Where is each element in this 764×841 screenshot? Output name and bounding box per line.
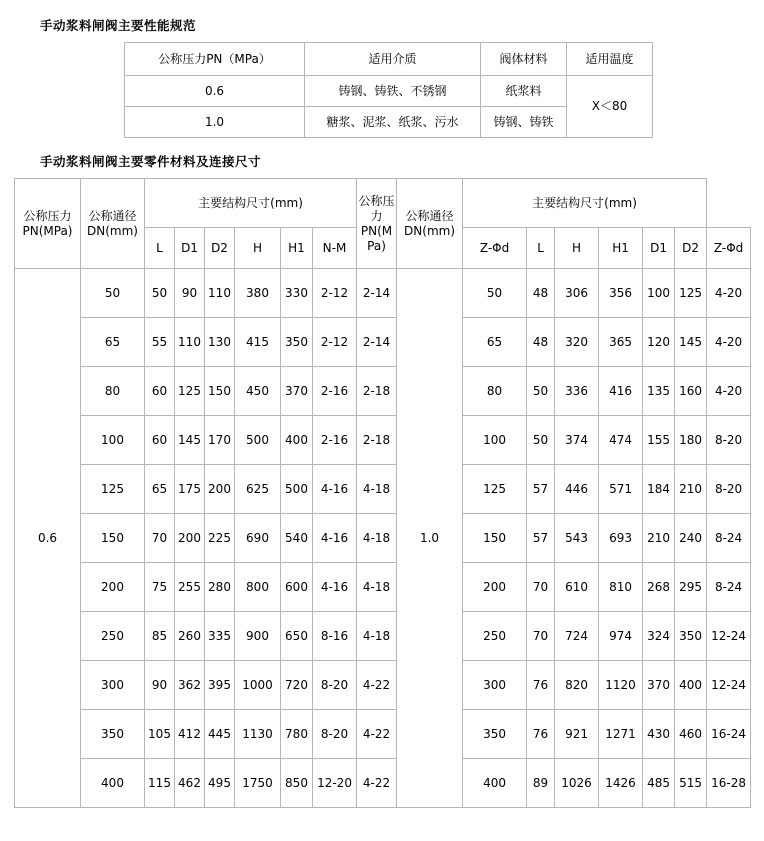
cell-body-material: 铸钢、铸铁 — [481, 107, 567, 138]
table-row — [15, 465, 751, 514]
cell-right-Zd: 16-24 — [707, 710, 751, 759]
cell-left-dn: 125 — [81, 465, 145, 514]
cell-medium: 糖浆、泥浆、纸浆、污水 — [305, 107, 481, 138]
cell-left-H1: 540 — [281, 514, 313, 563]
cell-right-dn: 200 — [463, 563, 527, 612]
cell-right-L: 50 — [527, 367, 555, 416]
cell-left-Zd: 2-14 — [357, 318, 397, 367]
cell-left-dn: 65 — [81, 318, 145, 367]
cell-left-H: 1000 — [235, 661, 281, 710]
header-right-pn: 公称压力PN(MPa) — [357, 179, 397, 269]
cell-temperature: X＜80 — [567, 76, 653, 138]
cell-right-Zd: 12-24 — [707, 612, 751, 661]
cell-left-H: 800 — [235, 563, 281, 612]
cell-right-dn: 300 — [463, 661, 527, 710]
cell-right-dn: 80 — [463, 367, 527, 416]
header-right-group: 主要结构尺寸(mm) — [463, 179, 707, 228]
cell-left-pn: 0.6 — [15, 269, 81, 808]
cell-right-D2: 145 — [675, 318, 707, 367]
cell-right-D1: 268 — [643, 563, 675, 612]
header-right-D2: D2 — [675, 228, 707, 269]
cell-right-L: 48 — [527, 269, 555, 318]
cell-right-dn: 250 — [463, 612, 527, 661]
header-left-group: 主要结构尺寸(mm) — [145, 179, 357, 228]
cell-right-L: 48 — [527, 318, 555, 367]
cell-right-D1: 485 — [643, 759, 675, 808]
cell-left-dn: 150 — [81, 514, 145, 563]
cell-left-D1: 260 — [175, 612, 205, 661]
header-left-H: H — [235, 228, 281, 269]
cell-right-H: 543 — [555, 514, 599, 563]
cell-left-dn: 200 — [81, 563, 145, 612]
cell-left-NM: 12-20 — [313, 759, 357, 808]
cell-right-D2: 240 — [675, 514, 707, 563]
cell-right-D2: 295 — [675, 563, 707, 612]
table-row — [15, 269, 751, 318]
cell-left-Zd: 4-18 — [357, 465, 397, 514]
cell-left-NM: 2-12 — [313, 318, 357, 367]
cell-left-dn: 50 — [81, 269, 145, 318]
cell-right-D2: 210 — [675, 465, 707, 514]
header-left-Zd: Z-Φd — [463, 228, 527, 269]
cell-left-D2: 170 — [205, 416, 235, 465]
dimension-table — [14, 178, 751, 808]
cell-left-dn: 80 — [81, 367, 145, 416]
cell-right-D2: 400 — [675, 661, 707, 710]
cell-left-Zd: 2-18 — [357, 367, 397, 416]
cell-left-H: 450 — [235, 367, 281, 416]
cell-left-L: 65 — [145, 465, 175, 514]
cell-right-L: 76 — [527, 661, 555, 710]
spec-table-heading: 手动浆料闸阀主要性能规范 — [40, 18, 197, 33]
table-row — [15, 318, 751, 367]
cell-right-L: 76 — [527, 710, 555, 759]
cell-right-H1: 974 — [599, 612, 643, 661]
cell-left-H1: 350 — [281, 318, 313, 367]
cell-body-material: 纸浆料 — [481, 76, 567, 107]
table-row — [15, 710, 751, 759]
cell-left-H: 900 — [235, 612, 281, 661]
header-left-pn: 公称压力PN(MPa) — [15, 179, 81, 269]
cell-left-NM: 8-20 — [313, 661, 357, 710]
header-left-dn: 公称通径DN(mm) — [81, 179, 145, 269]
table-row — [15, 661, 751, 710]
cell-left-H1: 650 — [281, 612, 313, 661]
cell-right-D1: 184 — [643, 465, 675, 514]
cell-right-H1: 416 — [599, 367, 643, 416]
cell-pn: 0.6 — [125, 76, 305, 107]
cell-left-L: 90 — [145, 661, 175, 710]
cell-left-H1: 780 — [281, 710, 313, 759]
cell-right-H1: 693 — [599, 514, 643, 563]
cell-left-dn: 350 — [81, 710, 145, 759]
cell-right-D2: 180 — [675, 416, 707, 465]
cell-left-Zd: 4-18 — [357, 563, 397, 612]
cell-left-L: 55 — [145, 318, 175, 367]
header-left-L: L — [145, 228, 175, 269]
cell-right-Zd: 4-20 — [707, 318, 751, 367]
table-row — [15, 514, 751, 563]
cell-left-dn: 100 — [81, 416, 145, 465]
cell-right-D1: 155 — [643, 416, 675, 465]
cell-right-H: 1026 — [555, 759, 599, 808]
cell-right-D1: 100 — [643, 269, 675, 318]
cell-left-NM: 8-20 — [313, 710, 357, 759]
table-row — [15, 612, 751, 661]
cell-left-D1: 125 — [175, 367, 205, 416]
cell-left-dn: 300 — [81, 661, 145, 710]
cell-left-D2: 280 — [205, 563, 235, 612]
cell-left-D2: 110 — [205, 269, 235, 318]
table-row — [125, 76, 653, 107]
header-right-L: L — [527, 228, 555, 269]
cell-right-L: 70 — [527, 563, 555, 612]
cell-left-Zd: 2-14 — [357, 269, 397, 318]
cell-right-D2: 460 — [675, 710, 707, 759]
header-medium: 适用介质 — [305, 43, 481, 76]
cell-left-H: 500 — [235, 416, 281, 465]
cell-right-Zd: 16-28 — [707, 759, 751, 808]
cell-left-H1: 720 — [281, 661, 313, 710]
header-right-H1: H1 — [599, 228, 643, 269]
cell-right-D2: 125 — [675, 269, 707, 318]
cell-right-L: 50 — [527, 416, 555, 465]
header-right-dn: 公称通径DN(mm) — [397, 179, 463, 269]
header-nominal-pressure: 公称压力PN（MPa） — [125, 43, 305, 76]
cell-right-H1: 571 — [599, 465, 643, 514]
cell-left-D1: 145 — [175, 416, 205, 465]
cell-right-Zd: 8-24 — [707, 514, 751, 563]
cell-left-H1: 330 — [281, 269, 313, 318]
cell-right-Zd: 8-20 — [707, 416, 751, 465]
cell-right-dn: 150 — [463, 514, 527, 563]
cell-right-L: 57 — [527, 514, 555, 563]
cell-right-Zd: 8-24 — [707, 563, 751, 612]
cell-right-Zd: 4-20 — [707, 367, 751, 416]
cell-left-D1: 175 — [175, 465, 205, 514]
cell-left-D1: 110 — [175, 318, 205, 367]
header-right-D1: D1 — [643, 228, 675, 269]
header-right-H: H — [555, 228, 599, 269]
cell-right-H1: 1271 — [599, 710, 643, 759]
cell-right-dn: 400 — [463, 759, 527, 808]
cell-left-NM: 8-16 — [313, 612, 357, 661]
cell-left-D2: 395 — [205, 661, 235, 710]
cell-left-L: 75 — [145, 563, 175, 612]
header-left-H1: H1 — [281, 228, 313, 269]
cell-left-H: 690 — [235, 514, 281, 563]
cell-right-D2: 350 — [675, 612, 707, 661]
cell-left-L: 115 — [145, 759, 175, 808]
cell-left-NM: 4-16 — [313, 514, 357, 563]
cell-right-H1: 810 — [599, 563, 643, 612]
cell-right-H: 320 — [555, 318, 599, 367]
cell-left-L: 85 — [145, 612, 175, 661]
cell-left-D2: 445 — [205, 710, 235, 759]
cell-right-H: 724 — [555, 612, 599, 661]
cell-right-dn: 100 — [463, 416, 527, 465]
cell-right-pn: 1.0 — [397, 269, 463, 808]
cell-right-H: 921 — [555, 710, 599, 759]
cell-left-L: 60 — [145, 416, 175, 465]
header-left-D1: D1 — [175, 228, 205, 269]
table-header-row-top — [15, 179, 751, 228]
cell-left-D1: 90 — [175, 269, 205, 318]
cell-right-D1: 120 — [643, 318, 675, 367]
cell-left-D2: 130 — [205, 318, 235, 367]
cell-right-L: 57 — [527, 465, 555, 514]
cell-right-D1: 370 — [643, 661, 675, 710]
cell-right-L: 89 — [527, 759, 555, 808]
table-row — [15, 416, 751, 465]
cell-right-H1: 1426 — [599, 759, 643, 808]
table-row — [15, 367, 751, 416]
cell-left-D2: 495 — [205, 759, 235, 808]
cell-left-NM: 2-16 — [313, 416, 357, 465]
cell-right-L: 70 — [527, 612, 555, 661]
cell-left-Zd: 4-22 — [357, 661, 397, 710]
cell-right-D1: 135 — [643, 367, 675, 416]
cell-right-H: 336 — [555, 367, 599, 416]
cell-right-H1: 356 — [599, 269, 643, 318]
cell-right-D1: 430 — [643, 710, 675, 759]
cell-left-dn: 400 — [81, 759, 145, 808]
cell-left-D1: 462 — [175, 759, 205, 808]
cell-left-D2: 225 — [205, 514, 235, 563]
cell-left-L: 105 — [145, 710, 175, 759]
header-left-NM: N-M — [313, 228, 357, 269]
cell-left-H1: 600 — [281, 563, 313, 612]
cell-right-H: 374 — [555, 416, 599, 465]
header-temperature: 适用温度 — [567, 43, 653, 76]
cell-right-Zd: 8-20 — [707, 465, 751, 514]
cell-left-D2: 150 — [205, 367, 235, 416]
cell-left-H1: 850 — [281, 759, 313, 808]
cell-right-H1: 365 — [599, 318, 643, 367]
cell-left-H: 415 — [235, 318, 281, 367]
cell-left-D1: 412 — [175, 710, 205, 759]
cell-left-Zd: 2-18 — [357, 416, 397, 465]
cell-pn: 1.0 — [125, 107, 305, 138]
cell-left-H: 380 — [235, 269, 281, 318]
cell-left-Zd: 4-18 — [357, 514, 397, 563]
cell-right-dn: 125 — [463, 465, 527, 514]
cell-right-dn: 350 — [463, 710, 527, 759]
cell-left-H1: 500 — [281, 465, 313, 514]
cell-left-NM: 2-16 — [313, 367, 357, 416]
cell-left-Zd: 4-22 — [357, 710, 397, 759]
cell-left-L: 50 — [145, 269, 175, 318]
cell-right-Zd: 4-20 — [707, 269, 751, 318]
cell-right-H1: 1120 — [599, 661, 643, 710]
dim-table-heading: 手动浆料闸阀主要零件材料及连接尺寸 — [40, 154, 262, 169]
header-left-D2: D2 — [205, 228, 235, 269]
cell-left-H1: 370 — [281, 367, 313, 416]
cell-right-D2: 515 — [675, 759, 707, 808]
cell-left-D1: 200 — [175, 514, 205, 563]
table-header-row — [125, 43, 653, 76]
cell-left-D1: 255 — [175, 563, 205, 612]
cell-right-dn: 50 — [463, 269, 527, 318]
cell-right-D1: 210 — [643, 514, 675, 563]
cell-right-D2: 160 — [675, 367, 707, 416]
cell-left-D1: 362 — [175, 661, 205, 710]
cell-right-H: 306 — [555, 269, 599, 318]
cell-left-D2: 200 — [205, 465, 235, 514]
cell-right-dn: 65 — [463, 318, 527, 367]
table-row — [15, 563, 751, 612]
header-right-Zd: Z-Φd — [707, 228, 751, 269]
cell-left-Zd: 4-18 — [357, 612, 397, 661]
cell-left-H1: 400 — [281, 416, 313, 465]
cell-left-NM: 4-16 — [313, 465, 357, 514]
cell-right-H: 446 — [555, 465, 599, 514]
cell-left-D2: 335 — [205, 612, 235, 661]
performance-spec-table — [124, 42, 653, 138]
cell-left-H: 1130 — [235, 710, 281, 759]
cell-right-Zd: 12-24 — [707, 661, 751, 710]
cell-right-H1: 474 — [599, 416, 643, 465]
cell-left-NM: 2-12 — [313, 269, 357, 318]
cell-left-dn: 250 — [81, 612, 145, 661]
cell-medium: 铸钢、铸铁、不锈钢 — [305, 76, 481, 107]
cell-left-H: 625 — [235, 465, 281, 514]
cell-right-H: 610 — [555, 563, 599, 612]
cell-left-L: 70 — [145, 514, 175, 563]
cell-left-L: 60 — [145, 367, 175, 416]
table-row — [15, 759, 751, 808]
cell-right-D1: 324 — [643, 612, 675, 661]
cell-right-H: 820 — [555, 661, 599, 710]
cell-left-Zd: 4-22 — [357, 759, 397, 808]
cell-left-NM: 4-16 — [313, 563, 357, 612]
header-body-material: 阀体材料 — [481, 43, 567, 76]
cell-left-H: 1750 — [235, 759, 281, 808]
